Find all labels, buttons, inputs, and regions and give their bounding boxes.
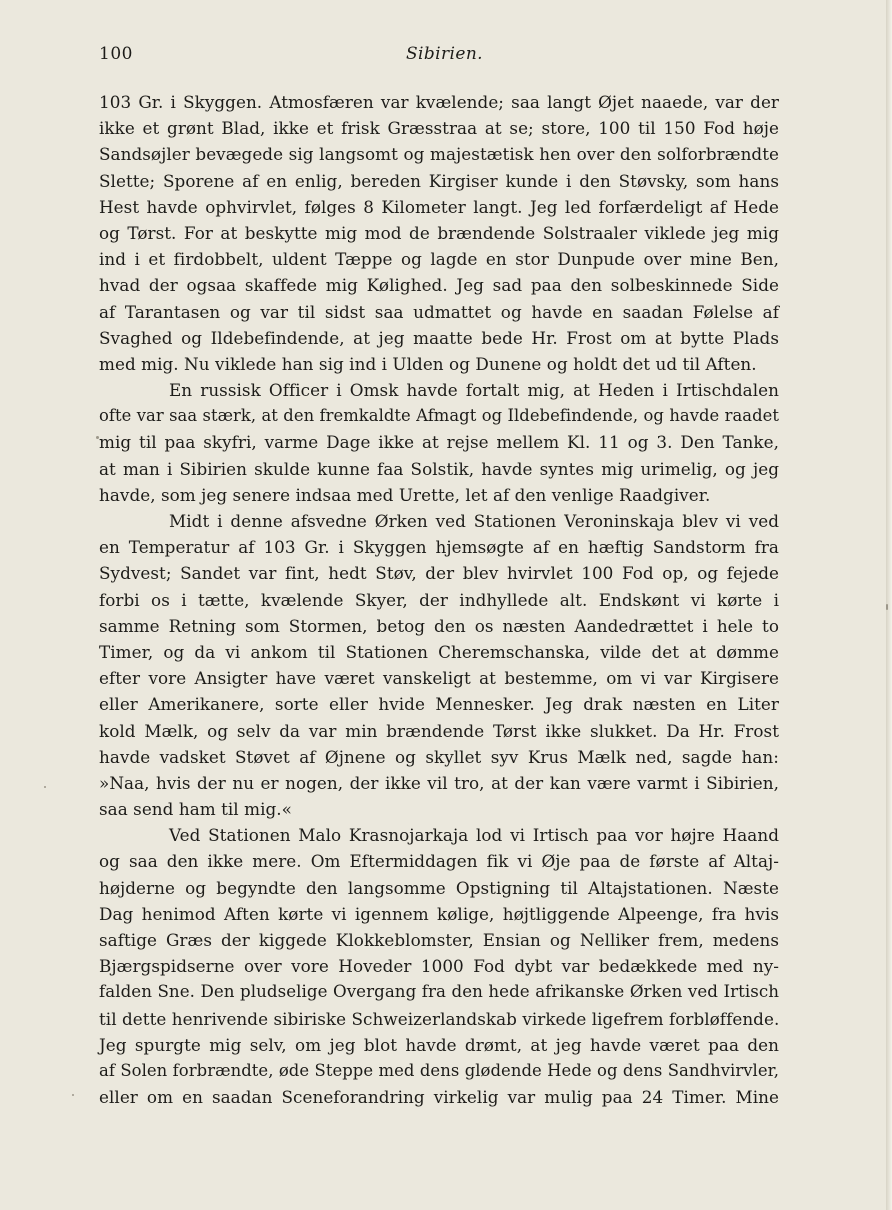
text-line: havde, som jeg senere indsaa med Urette, let af den venlige Raadgiver. (99, 484, 711, 505)
text-line: samme Retning som Stormen, betog den os næsten Aandedrættet i hele to (99, 615, 779, 636)
running-title: Sibirien. (406, 44, 483, 64)
paper-speck (96, 436, 99, 439)
text-line: 103 Gr. i Skyggen. Atmosfæren var kvælende; saa langt Øjet naaede, var der (99, 92, 779, 112)
text-line: Jeg spurgte mig selv, om jeg blot havde drømt, at jeg havde været paa den (99, 1034, 779, 1055)
paper-speck (72, 1094, 74, 1096)
text-line: ofte var saa stærk, at den fremkaldte Afmagt og Ildebefindende, og havde raadet (99, 406, 779, 426)
text-line: Sandsøjler bevægede sig langsomt og majestætisk hen over den solforbrændte (99, 144, 779, 165)
text-line: Sydvest; Sandet var fint, hedt Støv, der blev hvirvlet 100 Fod op, og fejede (99, 563, 779, 584)
paragraph-first-line: Midt i denne afsvedne Ørken ved Stationen Veroninskaja blev vi ved (169, 511, 779, 531)
body-text (99, 89, 779, 1110)
text-line: ikke et grønt Blad, ikke et frisk Græsstraa at se; store, 100 til 150 Fod høje (99, 118, 779, 139)
paper-speck (44, 786, 46, 788)
text-line: at man i Sibirien skulde kunne faa Solstik, havde syntes mig urimelig, og jeg (99, 458, 779, 479)
paragraph-first-line: En russisk Officer i Omsk havde fortalt mig, at Heden i Irtischdalen (169, 380, 779, 401)
text-line: eller Amerikanere, sorte eller hvide Mennesker. Jeg drak næsten en Liter (99, 694, 779, 715)
text-line: »Naa, hvis der nu er nogen, der ikke vil tro, at der kan være varmt i Sibirien, (99, 772, 779, 793)
text-line: hvad der ogsaa skaffede mig Kølighed. Jeg sad paa den solbeskinnede Side (99, 275, 779, 296)
text-line: eller om en saadan Sceneforandring virkelig var mulig paa 24 Timer. Mine (99, 1087, 779, 1108)
text-line: ind i et firdobbelt, uldent Tæppe og lagde en stor Dunpude over mine Ben, (99, 249, 779, 270)
text-line: og Tørst. For at beskytte mig mod de brændende Solstraaler viklede jeg mig (99, 222, 779, 243)
text-line: af Solen forbrændte, øde Steppe med dens glødende Hede og dens Sandhvirvler, (99, 1060, 779, 1080)
text-line: saftige Græs der kiggede Klokkeblomster, Ensian og Nelliker frem, medens (99, 930, 779, 950)
page-number: 100 (99, 44, 133, 64)
text-line: mig til paa skyfri, varme Dage ikke at rejse mellem Kl. 11 og 3. Den Tanke, (99, 432, 779, 453)
text-line: Hest havde ophvirvlet, følges 8 Kilometer langt. Jeg led forfærdeligt af Hede (99, 196, 779, 217)
text-line: falden Sne. Den pludselige Overgang fra den hede afrikanske Ørken ved Irtisch (99, 982, 779, 1002)
text-line: efter vore Ansigter have været vanskeligt at bestemme, om vi var Kirgisere (99, 668, 779, 689)
paragraph-first-line: Ved Stationen Malo Krasnojarkaja lod vi Irtisch paa vor højre Haand (169, 825, 779, 846)
running-header (99, 44, 779, 70)
text-line: med mig. Nu viklede han sig ind i Ulden og Dunene og holdt det ud til Aften. (99, 353, 757, 374)
text-line: Timer, og da vi ankom til Stationen Cheremschanska, vilde det at dømme (99, 641, 779, 662)
text-line: Slette; Sporene af en enlig, bereden Kirgiser kunde i den Støvsky, som hans (99, 170, 779, 191)
text-line: af Tarantasen og var til sidst saa udmattet og havde en saadan Følelse af (99, 301, 779, 322)
text-line: saa send ham til mig.« (99, 799, 292, 820)
text-line: Bjærgspidserne over vore Hoveder 1000 Fod dybt var bedækkede med ny- (99, 956, 779, 977)
text-line: Svaghed og Ildebefindende, at jeg maatte bede Hr. Frost om at bytte Plads (99, 327, 779, 348)
text-line: Dag henimod Aften kørte vi igennem kølige, højtliggende Alpeenge, fra hvis (99, 903, 779, 924)
paper-speck (886, 604, 888, 610)
text-line: og saa den ikke mere. Om Eftermiddagen fik vi Øje paa de første af Altaj- (99, 851, 779, 872)
text-line: kold Mælk, og selv da var min brændende Tørst ikke slukket. Da Hr. Frost (99, 720, 779, 741)
text-line: havde vadsket Støvet af Øjnene og skyllet syv Krus Mælk ned, sagde han: (99, 746, 779, 767)
text-line: til dette henrivende sibiriske Schweizerlandskab virkede ligefrem forbløffende. (99, 1008, 780, 1029)
text-line: forbi os i tætte, kvælende Skyer, der indhyllede alt. Endskønt vi kørte i (99, 589, 779, 610)
text-line: højderne og begyndte den langsomme Opstigning til Altajstationen. Næste (99, 877, 779, 898)
text-line: en Temperatur af 103 Gr. i Skyggen hjemsøgte af en hæftig Sandstorm fra (99, 537, 779, 558)
